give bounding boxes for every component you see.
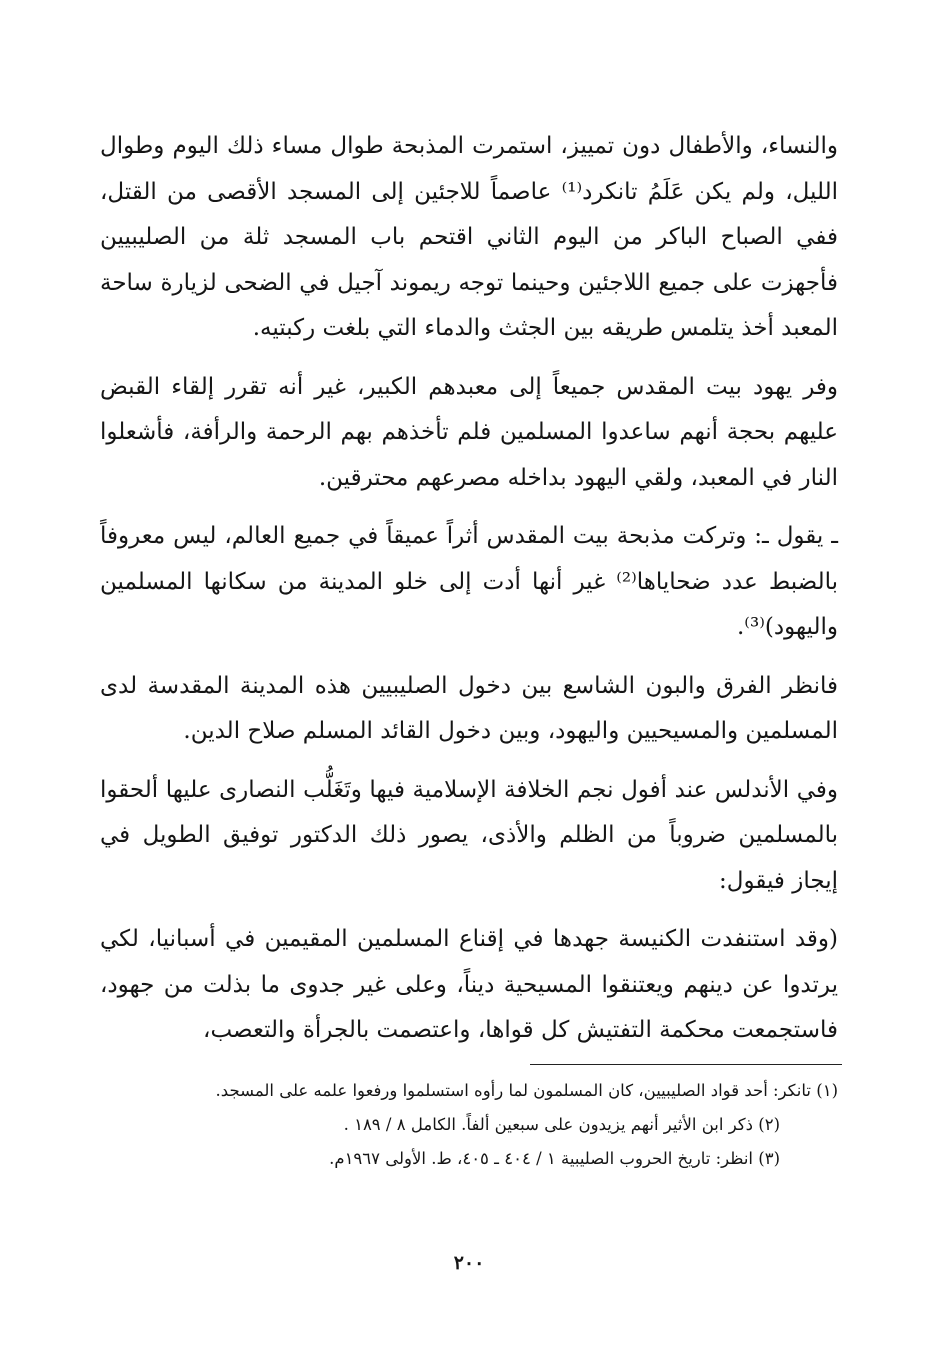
paragraph-3: ـ يقول ـ: وتركت مذبحة بيت المقدس أثراً عميقاً في جميع العالم، ليس معروفاً بالضبط عدد ضحاياها⁽²⁾ غير أنها أدت إلى خلو المدينة من سكانها المسلمين واليهود)⁽³⁾.: [100, 523, 838, 640]
paragraph-1: والنساء، والأطفال دون تمييز، استمرت المذبحة طوال مساء ذلك اليوم وطوال الليل، ولم يكن عَلَمُ تانكرد⁽¹⁾ عاصماً للاجئين إلى المسجد الأقصى من القتل، ففي الصباح الباكر من اليوم الثاني اقتحم باب المسجد ثلة من الصليبيين فأجهزت على جميع اللاجئين وحينما توجه ريموند آجيل في الضحى لزيارة ساحة المعبد أخذ يتلمس طريقه بين الجثث والدماء التي بلغت ركبتيه.: [100, 133, 838, 341]
paragraph-6: (وقد استنفدت الكنيسة جهدها في إقناع المسلمين المقيمين في أسبانيا، لكي يرتدوا عن دينهم ويعتنقوا المسيحية ديناً، وعلى غير جدوى ما بذلت من جهود، فاستجمعت محكمة التفتيش كل قواها، واعتصمت بالجرأة والتعصب،: [100, 926, 838, 1043]
main-text: [100, 124, 838, 1054]
paragraph-4: فانظر الفرق والبون الشاسع بين دخول الصليبيين هذه المدينة المقدسة لدى المسلمين والمسيحيين واليهود، وبين دخول القائد المسلم صلاح الدين.: [100, 672, 838, 744]
paragraph-5: وفي الأندلس عند أفول نجم الخلافة الإسلامية فيها وتَغَلُّب النصارى عليها ألحقوا بالمسلمين ضروباً من الظلم والأذى، يصور ذلك الدكتور توفيق الطويل في إيجاز فيقول:: [100, 776, 838, 894]
footnote-2: (٢) ذكر ابن الأثير أنهم يزيدون على سبعين ألفاً. الكامل ٨ / ١٨٩ .: [343, 1115, 780, 1134]
footnote-3: (٣) انظر: تاريخ الحروب الصليبية ١ / ٤٠٤ ـ ٤٠٥، ط. الأولى ١٩٦٧م.: [329, 1149, 780, 1168]
footnote-1: (١) تانكر: أحد قواد الصليبيين، كان المسلمون لما رأوه استسلموا ورفعوا علمه على المسجد.: [215, 1081, 838, 1100]
footnote-divider: [530, 1064, 842, 1065]
footnotes: [100, 1074, 838, 1176]
page-number: ٢٠٠: [453, 1252, 485, 1274]
paragraph-2: وفر يهود بيت المقدس جميعاً إلى معبدهم الكبير، غير أنه تقرر إلقاء القبض عليهم بحجة أنهم ساعدوا المسلمين فلم تأخذهم بهم الرحمة والرأفة، فأشعلوا النار في المعبد، ولقي اليهود بداخله مصرعهم محترقين.: [100, 373, 838, 491]
